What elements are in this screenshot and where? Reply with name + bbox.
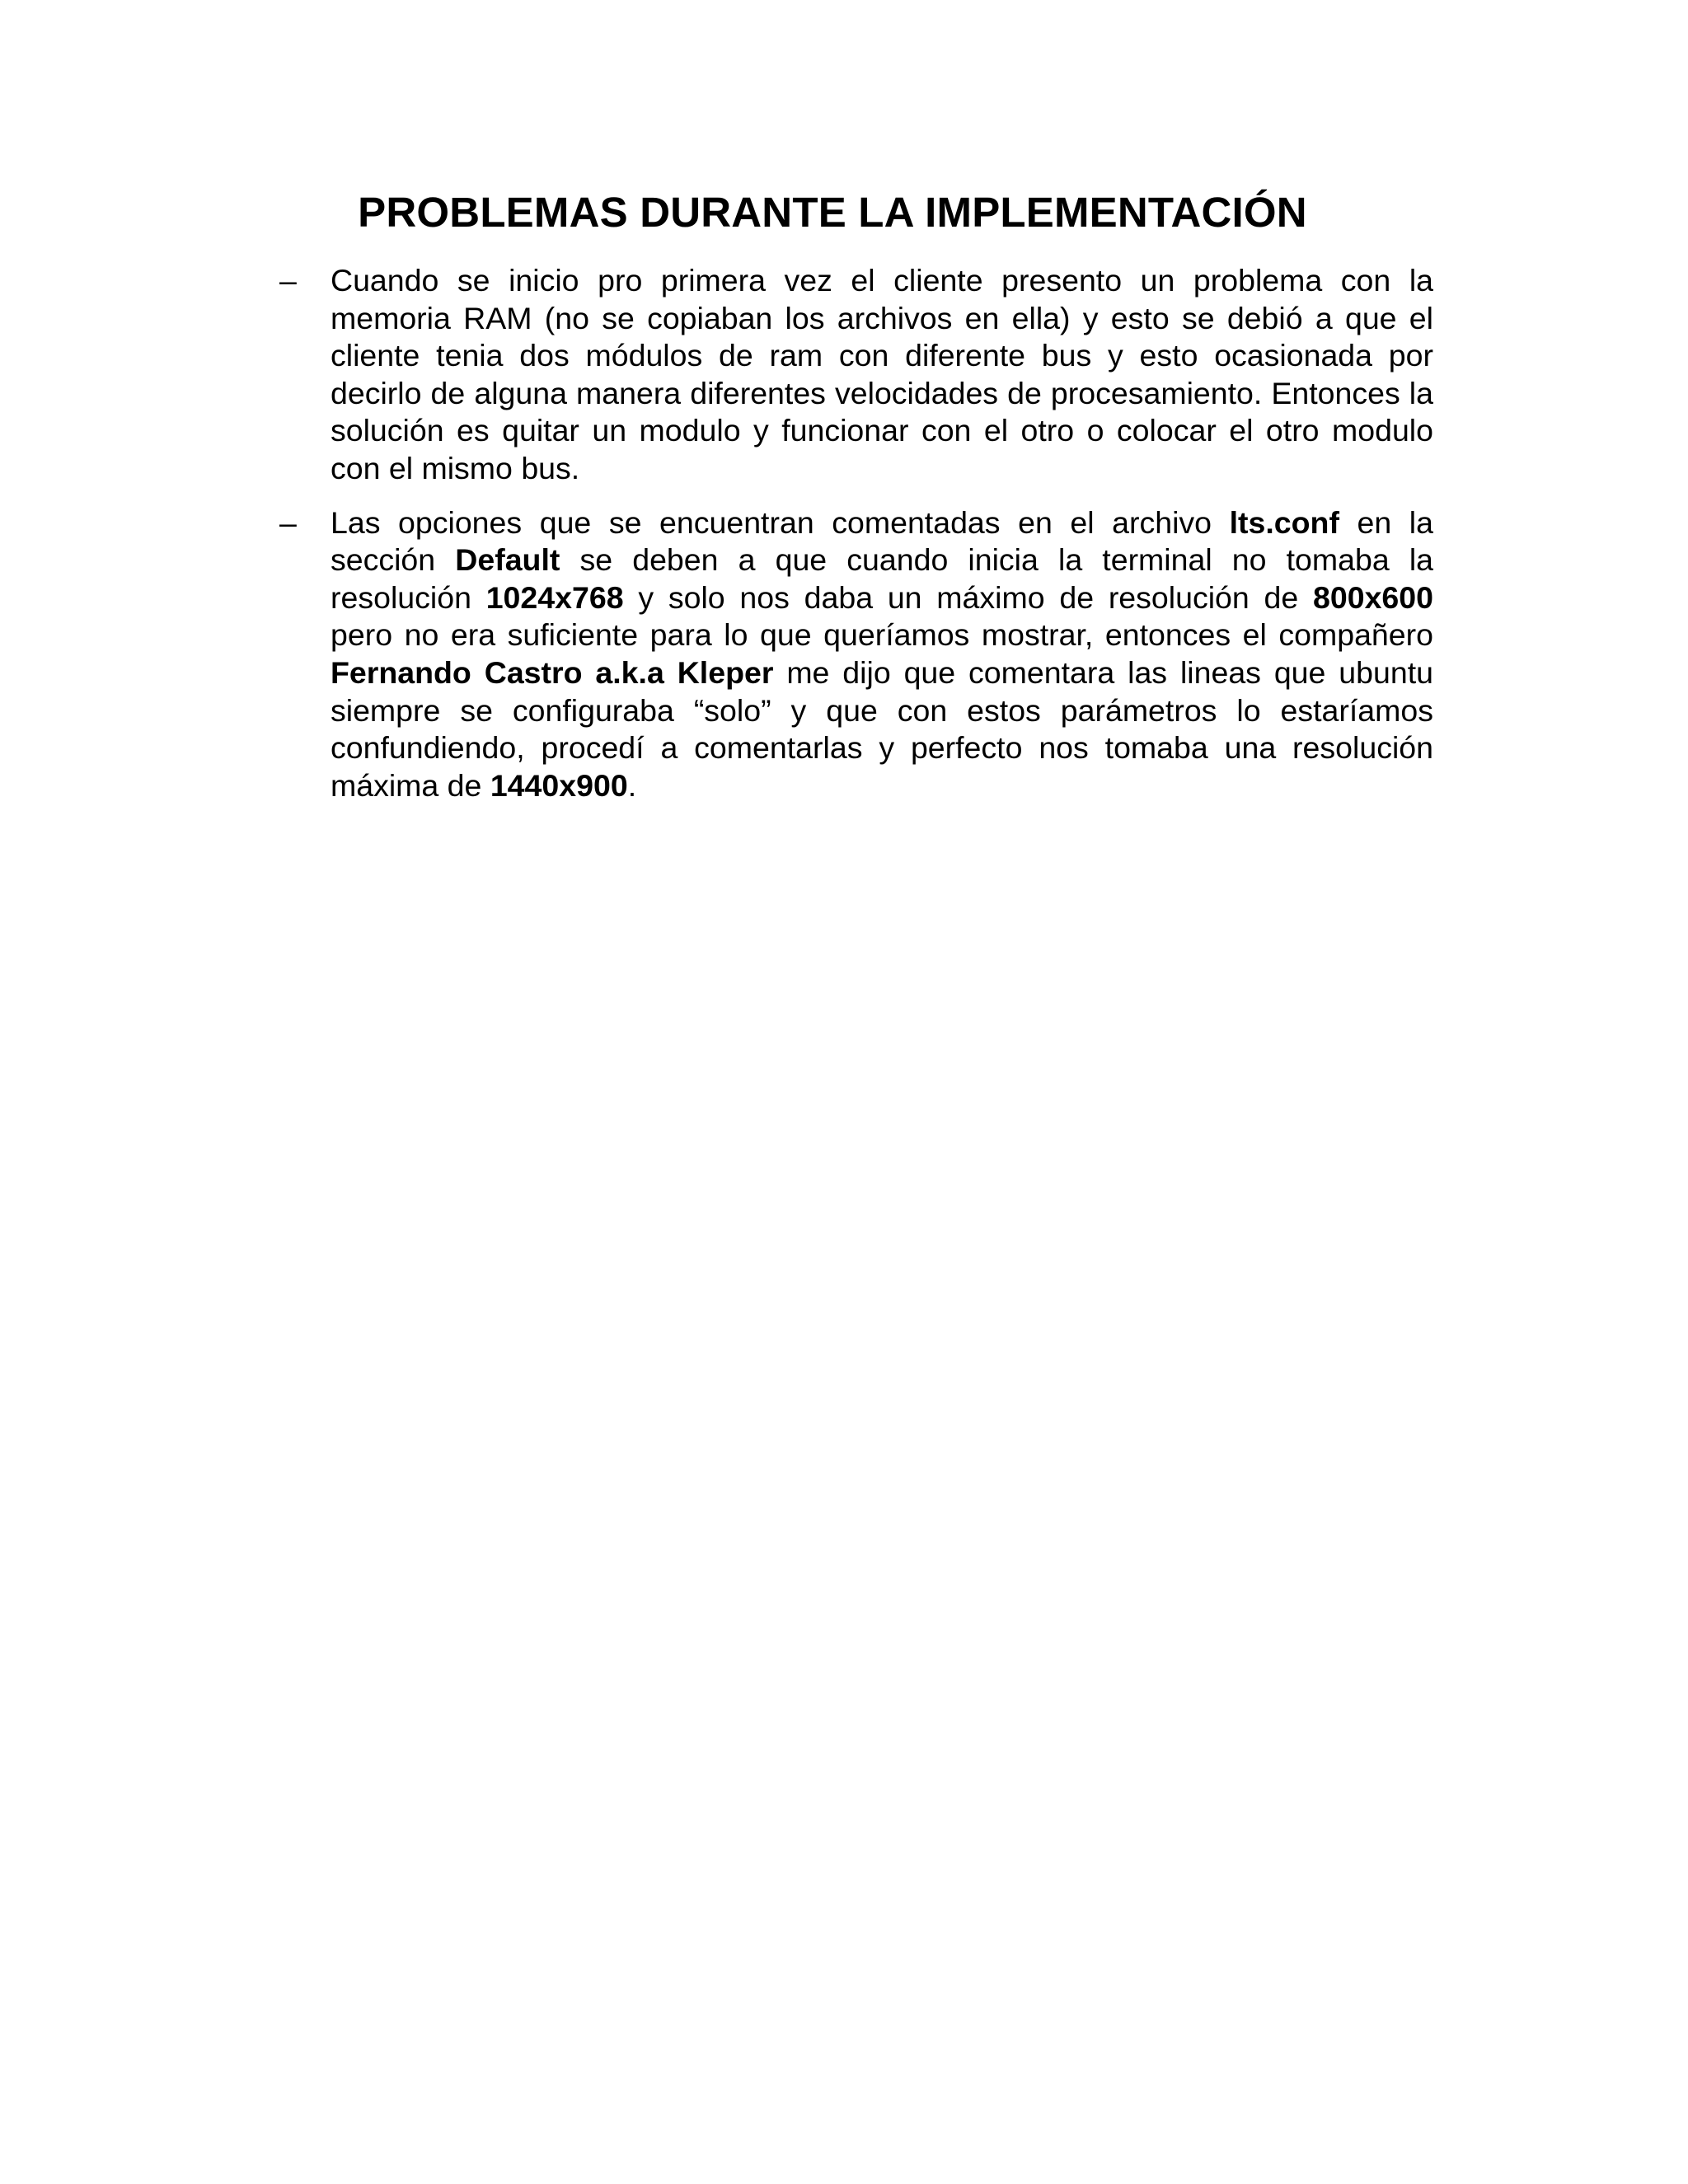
page-title: PROBLEMAS DURANTE LA IMPLEMENTACIÓN [358,189,1307,236]
item-text: . [627,767,637,803]
dash-bullet: – [279,504,297,540]
list-item [279,504,1433,805]
item-text: pero no era suficiente para lo que queríamos mostrar, entonces el compañero [331,617,1433,653]
resolution-value: 800x600 [1313,579,1433,615]
dash-bullet: – [279,263,297,298]
item-text: Cuando se inicio pro primera vez el cliente presento un problema con la memoria RAM (no se copiaban los archivos en ella) y esto se debió a que el cliente tenia dos módulos de ram con diferente bus y esto ocasionada por decirlo de alguna manera diferentes velocidades de procesamiento. Entonces la solución es quitar un modulo y funcionar con el otro o colocar el otro modulo con el mismo bus. [331,263,1433,485]
resolution-value: 1440x900 [490,767,628,803]
file-name: lts.conf [1229,504,1339,540]
resolution-value: 1024x768 [485,579,624,615]
item-text: Las opciones que se encuentran comentadas en el archivo [331,504,1230,540]
problem-list [279,262,1433,821]
item-text: y solo nos daba un máximo de resolución de [623,579,1313,615]
item-text: se deben a que cuando inicia la terminal no tomaba la resolución [331,542,1434,615]
item-text: me dijo que comentara las lineas que ubuntu siempre se configuraba “solo” y que con estos parámetros lo estaríamos confundiendo, procedí a comentarlas y perfecto nos tomaba una resolución máxima de [331,654,1433,803]
item-text: en la sección [331,504,1433,578]
person-name: Fernando Castro a.k.a Kleper [331,654,774,690]
list-item [279,262,1433,488]
section-name: Default [455,542,560,578]
